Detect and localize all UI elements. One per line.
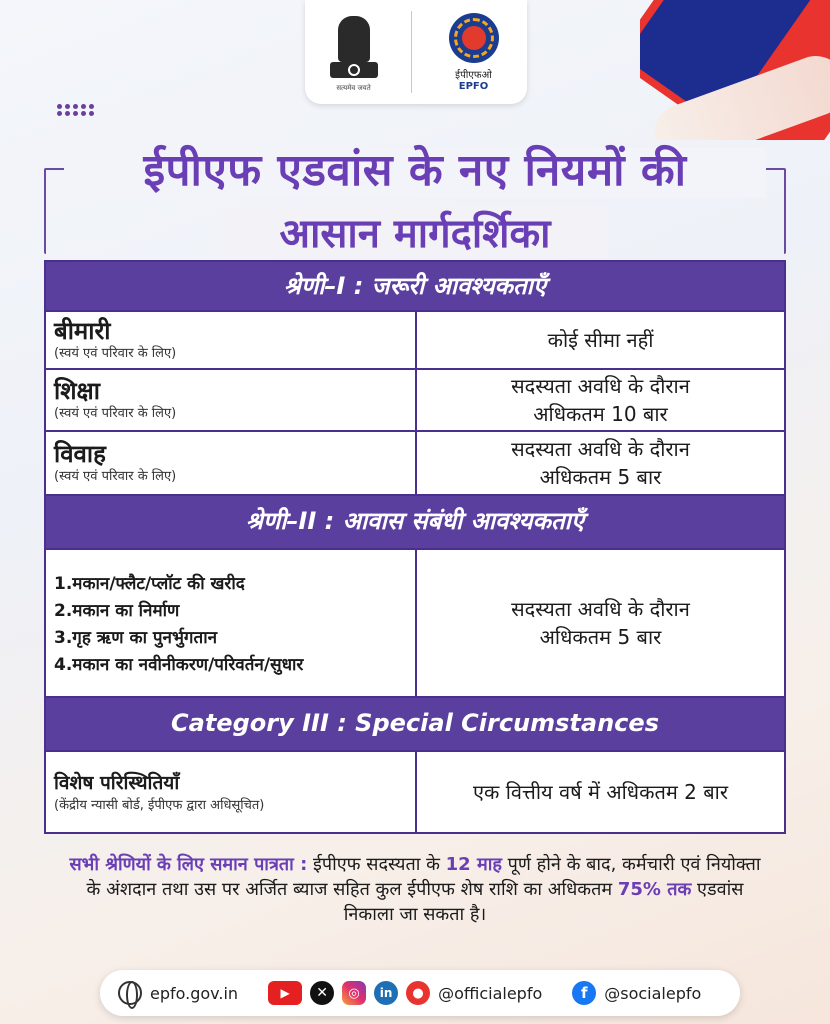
- row-sublabel: (स्वयं एवं परिवार के लिए): [54, 406, 177, 421]
- row-label: बीमारी: [54, 317, 111, 345]
- x-icon[interactable]: ✕: [310, 981, 334, 1005]
- list-item: 3.गृह ऋण का पुनर्भुगतान: [54, 628, 218, 648]
- category-3-heading: Category III : Special Circumstances: [44, 698, 786, 752]
- row-limit: एक वित्तीय वर्ष में अधिकतम 2 बार: [472, 780, 729, 804]
- table-row: [44, 432, 786, 496]
- category-2-heading: श्रेणी–II : आवास संबंधी आवश्यकताएँ: [44, 496, 786, 550]
- row-limit: कोई सीमा नहीं: [547, 328, 654, 352]
- row-limit: अधिकतम 5 बार: [539, 465, 662, 489]
- emblem-caption: सत्यमेव जयते: [336, 83, 371, 92]
- website-link[interactable]: epfo.gov.in: [150, 983, 239, 1003]
- row-sublabel: (स्वयं एवं परिवार के लिए): [54, 469, 177, 484]
- eligibility-lead: सभी श्रेणियों के लिए समान पात्रता :: [69, 854, 308, 875]
- row-sublabel: (केंद्रीय न्यासी बोर्ड, ईपीएफ द्वारा अधिसूचित): [54, 798, 265, 813]
- row-label: शिक्षा: [54, 377, 100, 405]
- table-row: [44, 752, 786, 834]
- epfo-hindi-label: ईपीएफओ: [455, 69, 492, 81]
- social-handle[interactable]: @socialepfo: [604, 983, 702, 1003]
- table-row: [44, 370, 786, 432]
- list-item: 4.मकान का नवीनीकरण/परिवर्तन/सुधार: [54, 655, 304, 675]
- koo-icon[interactable]: ●: [406, 981, 430, 1005]
- row-limit: सदस्यता अवधि के दौरान: [511, 437, 690, 461]
- linkedin-icon[interactable]: in: [374, 981, 398, 1005]
- eligibility-percent: 75% तक: [617, 879, 692, 900]
- logo-divider: [411, 11, 412, 93]
- list-item: 2.मकान का निर्माण: [54, 601, 180, 621]
- instagram-icon[interactable]: ◎: [342, 981, 366, 1005]
- table-row: [44, 312, 786, 370]
- eligibility-months: 12 माह: [445, 854, 502, 875]
- social-footer: [100, 970, 740, 1016]
- eligibility-text-3: एडवांस निकाला जा सकता है।: [343, 879, 744, 925]
- eligibility-text-2: पूर्ण होने के बाद, कर्मचारी एवं नियोक्ता के अंशदान तथा उस पर अर्जित ब्याज सहित कुल ईपीएफ शेष राशि का अधिकतम: [86, 854, 761, 900]
- row-limit: सदस्यता अवधि के दौरान: [511, 374, 690, 398]
- row-limit: अधिकतम 5 बार: [539, 625, 662, 649]
- epfo-english-label: EPFO: [458, 80, 489, 92]
- row-sublabel: (स्वयं एवं परिवार के लिए): [54, 346, 177, 361]
- epfo-logo: [429, 13, 519, 92]
- page-title-line2: आसान मार्गदर्शिका: [279, 211, 551, 257]
- facebook-icon[interactable]: f: [572, 981, 596, 1005]
- category-1-heading: श्रेणी–I : जरूरी आवश्यकताएँ: [44, 260, 786, 312]
- eligibility-text-1: ईपीएफ सदस्यता के: [307, 854, 446, 875]
- row-label: विवाह: [54, 440, 106, 468]
- dots-decoration: [57, 104, 93, 116]
- list-item: 1.मकान/फ्लैट/प्लॉट की खरीद: [54, 574, 245, 594]
- rules-table: [44, 260, 786, 834]
- youtube-icon[interactable]: ▶: [268, 981, 302, 1005]
- page-title-line1: ईपीएफ एडवांस के नए नियमों की: [70, 138, 760, 198]
- epfo-emblem-icon: [449, 13, 499, 63]
- national-emblem-icon: [314, 12, 394, 93]
- logo-header: [305, 0, 527, 104]
- globe-icon: [118, 981, 142, 1005]
- row-limit: अधिकतम 10 बार: [533, 402, 668, 426]
- table-row: [44, 550, 786, 698]
- row-limit: सदस्यता अवधि के दौरान: [511, 597, 690, 621]
- row-label: विशेष परिस्थितियाँ: [54, 772, 180, 794]
- official-handle[interactable]: @officialepfo: [438, 983, 543, 1003]
- flag-decoration: [640, 0, 830, 140]
- eligibility-note: [60, 852, 770, 927]
